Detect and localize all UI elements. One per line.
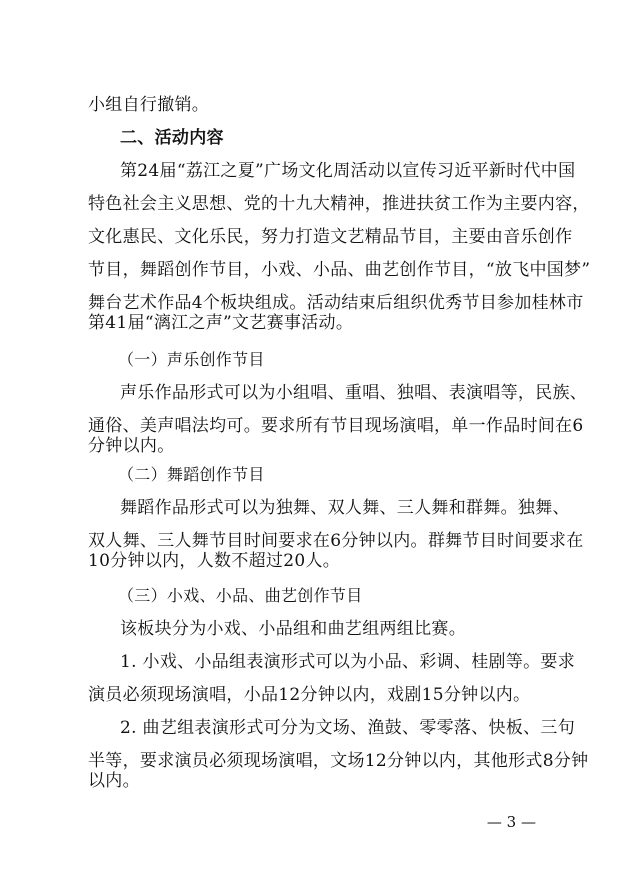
intro-line-2: 特色社会主义思想、党的十九大精神，推进扶贫工作为主要内容， [88, 194, 590, 214]
subsection-3-heading: （三）小戏、小品、曲艺创作节目 [118, 586, 363, 605]
sub2-line-3: 10分钟以内，人数不超过20人。 [88, 551, 341, 571]
sub2-line-1: 舞蹈作品形式可以为独舞、双人舞、三人舞和群舞。独舞、 [120, 498, 570, 518]
sub1-line-2: 通俗、美声唱法均可。要求所有节目现场演唱，单一作品时间在6 [88, 416, 584, 436]
sub3-item2-line-1: 2. 曲艺组表演形式可分为文场、渔鼓、零零落、快板、三句 [120, 718, 576, 738]
intro-line-4: 节目，舞蹈创作节目，小戏、小品、曲艺创作节目，“放飞中国梦” [88, 260, 591, 280]
sub2-line-2: 双人舞、三人舞节目时间要求在6分钟以内。群舞节目时间要求在 [88, 531, 584, 551]
sub3-item2-line-3: 以内。 [88, 771, 140, 791]
subsection-1-heading: （一）声乐创作节目 [118, 350, 265, 369]
intro-line-5: 舞台艺术作品4个板块组成。活动结束后组织优秀节目参加桂林市 [88, 293, 584, 313]
intro-line-6: 第41届“漓江之声”文艺赛事活动。 [88, 313, 354, 333]
sub3-intro-line: 该板块分为小戏、小品组和曲艺组两组比赛。 [120, 619, 466, 639]
sub1-line-1: 声乐作品形式可以为小组唱、重唱、独唱、表演唱等，民族、 [120, 383, 588, 403]
intro-line-3: 文化惠民、文化乐民，努力打造文艺精品节目，主要由音乐创作 [88, 227, 573, 247]
paragraph-end-line: 小组自行撤销。 [88, 95, 210, 115]
page-number: — 3 — [486, 813, 536, 831]
intro-line-1: 第24届“荔江之夏”广场文化周活动以宣传习近平新时代中国 [120, 161, 576, 181]
section-2-heading: 二、活动内容 [120, 128, 224, 148]
subsection-2-heading: （二）舞蹈创作节目 [118, 465, 265, 484]
sub3-item1-line-2: 演员必须现场演唱，小品12分钟以内，戏剧15分钟以内。 [88, 685, 531, 705]
sub1-line-3: 分钟以内。 [88, 436, 175, 456]
sub3-item2-line-2: 半等，要求演员必须现场演唱，文场12分钟以内，其他形式8分钟 [88, 751, 589, 771]
sub3-item1-line-1: 1. 小戏、小品组表演形式可以为小品、彩调、桂剧等。要求 [120, 652, 576, 672]
